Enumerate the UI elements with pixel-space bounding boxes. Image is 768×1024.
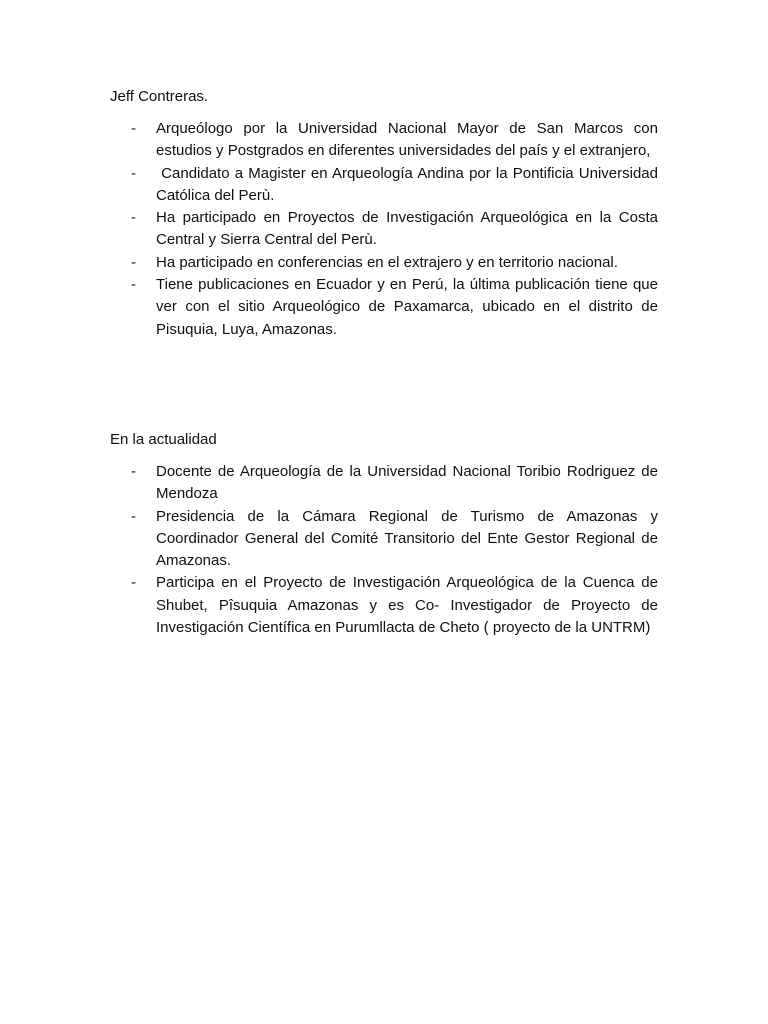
current-list (110, 461, 658, 639)
list-item (110, 207, 658, 252)
list-item (110, 252, 658, 274)
bullet-dash: - (131, 463, 136, 480)
list-item (110, 163, 663, 208)
bio-list (110, 118, 663, 341)
list-item-text: Docente de Arqueología de la Universidad Nacional Toribio Rodriguez de Mendoza (156, 463, 658, 503)
bullet-dash: - (131, 253, 136, 271)
list-item-text: Ha participado en Proyectos de Investigación Arqueológica en la Costa Central y Sierra Central del Perù. (156, 209, 658, 249)
list-item-text: Ha participado en conferencias en el extrajero y en territorio nacional. (156, 253, 618, 271)
bullet-dash: - (131, 574, 136, 592)
list-item-text: Candidato a Magister en Arqueología Andina por la Pontificia Universidad Católica del Perù. (156, 164, 663, 204)
bullet-dash: - (131, 164, 136, 182)
current-heading: En la actualidad (110, 431, 217, 448)
bullet-dash: - (131, 507, 136, 525)
list-item-text: Participa en el Proyecto de Investigación Arqueológica de la Cuenca de Shubet, Pîsuquia Amazonas y es Co- Investigador de Proyecto de Investigación Científica en Purumllacta de Cheto ( proyecto de la UNTRM) (156, 574, 658, 637)
list-item (110, 118, 658, 163)
bullet-dash: - (131, 120, 136, 137)
list-item-text: Arqueólogo por la Universidad Nacional Mayor de San Marcos con estudios y Postgrados en diferentes universidades del país y el extranjero, (156, 120, 658, 160)
list-item (110, 274, 658, 341)
bullet-dash: - (131, 276, 136, 294)
list-item-text: Tiene publicaciones en Ecuador y en Perú, la última publicación tiene que ver con el sitio Arqueológico de Paxamarca, ubicado en el distrito de Pisuquia, Luya, Amazonas. (156, 276, 658, 338)
name-heading: Jeff Contreras. (110, 88, 209, 105)
list-item (110, 572, 658, 639)
list-item (110, 461, 658, 506)
list-item (110, 506, 658, 573)
list-item-text: Presidencia de la Cámara Regional de Turismo de Amazonas y Coordinador General del Comité Transitorio del Ente Gestor Regional de Amazonas. (156, 507, 658, 570)
bullet-dash: - (131, 209, 136, 227)
